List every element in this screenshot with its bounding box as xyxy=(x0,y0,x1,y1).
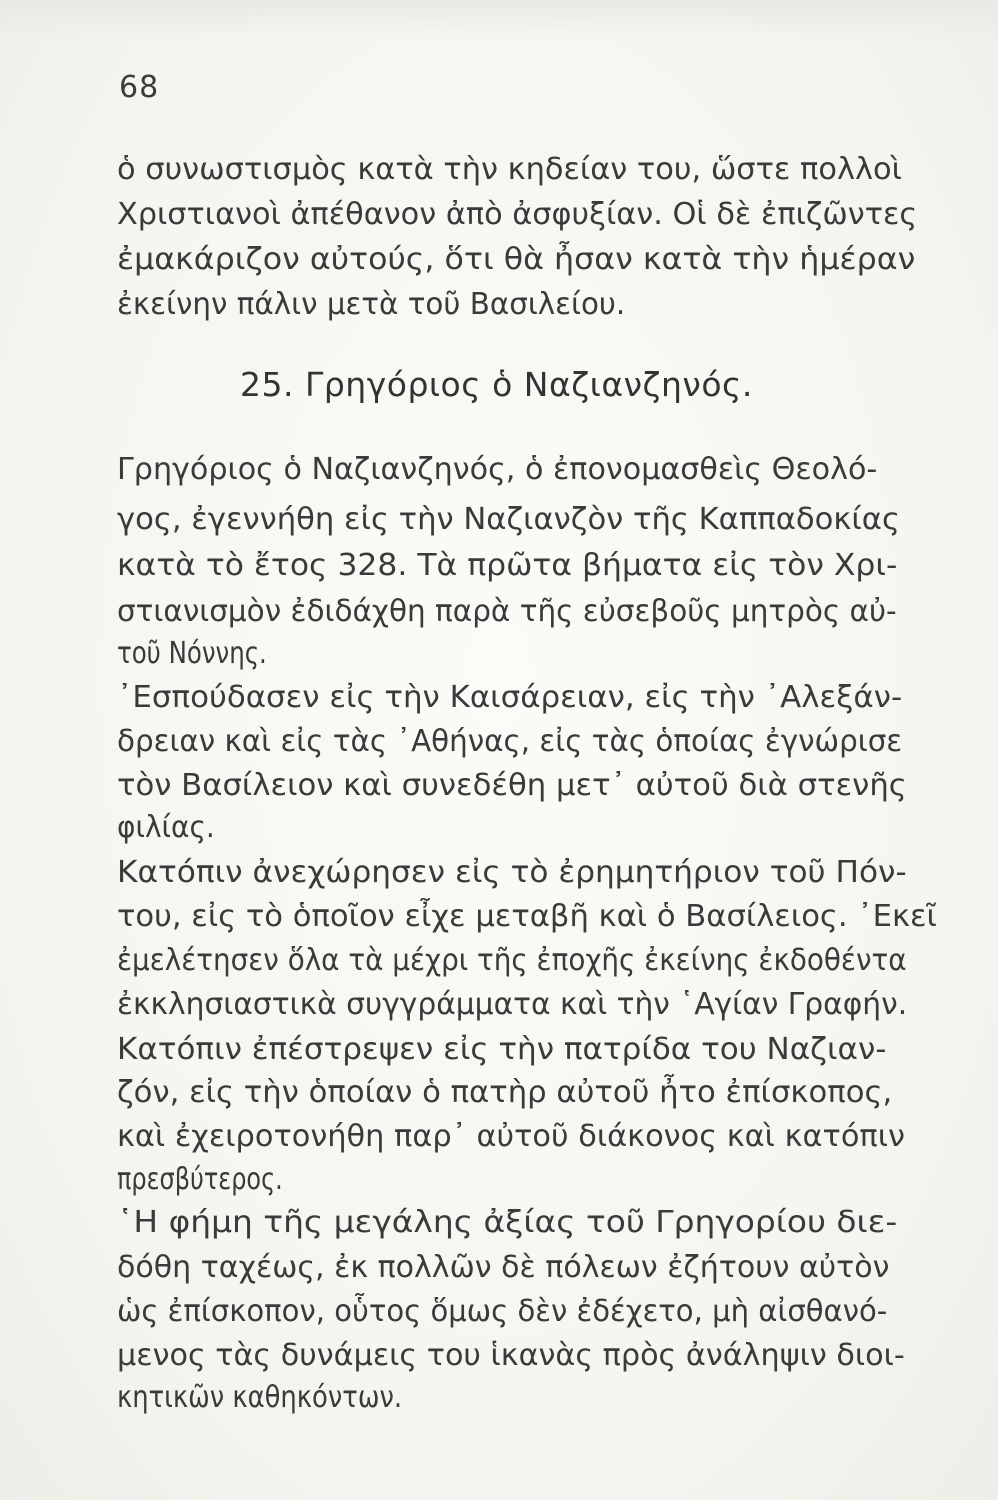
text-line: ἐμελέτησεν ὅλα τὰ μέχρι τῆς ἐποχῆς ἐκείνης ἐκδοθέντα xyxy=(117,943,907,978)
text-line: ᾽Εσπούδασεν εἰς τὴν Καισάρειαν, εἰς τὴν ᾽Αλεξάν- xyxy=(117,680,903,715)
text-line: κατὰ τὸ ἔτος 328. Τὰ πρῶτα βήματα εἰς τὸν Χρι- xyxy=(117,548,898,583)
text-line: δόθη ταχέως, ἐκ πολλῶν δὲ πόλεων ἐζήτουν αὐτὸν xyxy=(117,1250,890,1285)
text-line: ἐμακάριζον αὐτούς, ὅτι θὰ ἦσαν κατὰ τὴν ἡμέραν xyxy=(117,242,916,277)
text-line: Χριστιανοὶ ἀπέθανον ἀπὸ ἀσφυξίαν. Οἱ δὲ ἐπιζῶντες xyxy=(117,197,918,232)
text-line: γος, ἐγεννήθη εἰς τὴν Ναζιανζὸν τῆς Καππαδοκίας xyxy=(117,502,900,537)
text-line: ἐκείνην πάλιν μετὰ τοῦ Βασιλείου. xyxy=(117,287,626,322)
text-line: του, εἰς τὸ ὁποῖον εἶχε μεταβῆ καὶ ὁ Βασίλειος. ᾽Εκεῖ xyxy=(117,899,937,934)
text-line: τὸν Βασίλειον καὶ συνεδέθη μετ᾽ αὐτοῦ διὰ στενῆς xyxy=(117,768,907,803)
text-line: φιλίας. xyxy=(117,810,215,845)
text-line: τοῦ Νόννης. xyxy=(117,636,267,671)
text-line: δρειαν καὶ εἰς τὰς ᾽Αθήνας, εἰς τὰς ὁποίας ἐγνώρισε xyxy=(117,724,903,759)
text-line: Κατόπιν ἀνεχώρησεν εἰς τὸ ἐρημητήριον τοῦ Πόν- xyxy=(117,855,907,890)
text-line: πρεσβύτερος. xyxy=(117,1162,283,1197)
text-line: μενος τὰς δυνάμεις του ἱκανὰς πρὸς ἀνάληψιν διοι- xyxy=(117,1338,905,1373)
text-line: καὶ ἐχειροτονήθη παρ᾽ αὐτοῦ διάκονος καὶ κατόπιν xyxy=(117,1119,905,1154)
section-heading: 25. Γρηγόριος ὁ Ναζιανζηνός. xyxy=(240,365,753,404)
text-line: ὁ συνωστισμὸς κατὰ τὴν κηδείαν του, ὥστε πολλοὶ xyxy=(117,152,902,187)
text-line: ῾Η φήμη τῆς μεγάλης ἀξίας τοῦ Γρηγορίου διε- xyxy=(117,1205,898,1240)
text-line: ζόν, εἰς τὴν ὁποίαν ὁ πατὴρ αὐτοῦ ἦτο ἐπίσκοπος, xyxy=(117,1075,893,1110)
page-edge-shadow xyxy=(0,0,998,40)
page-number: 68 xyxy=(119,70,160,105)
text-line: στιανισμὸν ἐδιδάχθη παρὰ τῆς εὐσεβοῦς μητρὸς αὐ- xyxy=(117,594,897,629)
text-line: Γρηγόριος ὁ Ναζιανζηνός, ὁ ἐπονομασθεὶς Θεολό- xyxy=(117,452,878,487)
text-line: ὡς ἐπίσκοπον, οὗτος ὅμως δὲν ἐδέχετο, μὴ αἰσθανό- xyxy=(117,1294,888,1329)
text-line: Κατόπιν ἐπέστρεψεν εἰς τὴν πατρίδα του Ναζιαν- xyxy=(117,1032,887,1067)
text-line: ἐκκλησιαστικὰ συγγράμματα καὶ τὴν ῾Αγίαν Γραφήν. xyxy=(117,987,908,1022)
text-line: κητικῶν καθηκόντων. xyxy=(117,1380,403,1415)
